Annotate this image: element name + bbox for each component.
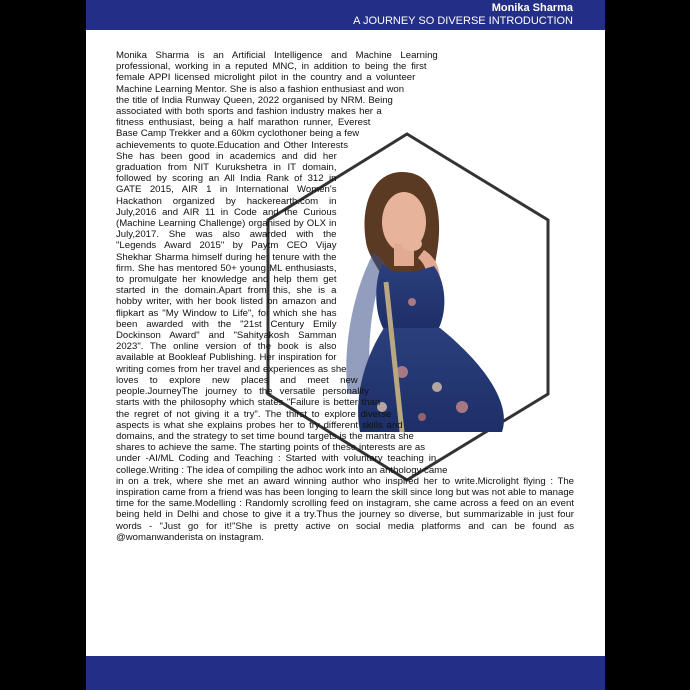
magazine-page xyxy=(86,0,605,690)
article-subtitle: A JOURNEY SO DIVERSE INTRODUCTION xyxy=(353,15,573,27)
article-body xyxy=(116,50,574,543)
article-paragraph: Monika Sharma is an Artificial Intelligence and Machine Learning professional, working in a reputed MNC, in addition to being the first female APPI licensed microlight pilot in the country and a volunteer Machine Learning Mentor. She is also a fashion enthusiast and won the title of India Runway Queen, 2022 organised by NRM. Being associated with both sports and fashion industry makes her a fitness enthusiast, being a half marathon runner, Everest Base Camp Trekker and a 60km cyclothoner being a few achievements to quote.Education and Other Interests She has been good in academics and did her graduation from NIT Kurukshetra in IT domain, followed by scoring an All India Rank of 312 in GATE 2015, AIR 1 in International Women's Hackathon organized by hackerearth.com in July,2016 and AIR 11 in Code and the Curious (Machine Learning Challenge) organised by OLX in July,2017. She was also awarded with the "Legends Award 2015" by Paytm CEO Vijay Shekhar Sharma himself during her tenure with the firm. She has mentored 50+ young ML enthusiasts, to promulgate her knowledge and help them get started in the domain.Apart from this, she is a hobby writer, with her book listed on amazon and flipkart as "My Window to Life", for which she has been awarded with the "21st Century Emily Dockinson Award" and "Sahityakosh Samman 2023". The online version of the book is also available at Bookleaf Publishing. Her inspiration for writing comes from her travel and experiences as she loves to explore new places and meet new people.JourneyThe journey to the versatile personality starts with the philosophy which states "Failure is better than the regret of not giving it a try". The thirst to explore diverse aspects is what she explains probes her to try different skills and domains, and the strategy to set time bound targets is the mantra she shares to achieve the same. The starting points of these interests are as under -AI/ML Coding and Teaching : Started with voluntary teaching in college.Writing : The idea of compiling the adhoc work into an anthology came in on a trek, where she met an award winning author who inspired her to write.Microlight flying : The inspiration came from a friend was has been longing to learn the skill since long but was not able to manage time for the same.Modelling : Randomly scrolling feed on instagram, she came across a feed on an event being held in Delhi and chose to give it a try.Thus the journey so diverse, but summarizable in just four words - "Just go for it!"She is pretty active on social media platforms and can be found as @womanwanderista on instagram. xyxy=(116,50,574,543)
header-band xyxy=(86,0,605,30)
footer-band xyxy=(86,656,605,690)
author-name: Monika Sharma xyxy=(491,2,573,14)
